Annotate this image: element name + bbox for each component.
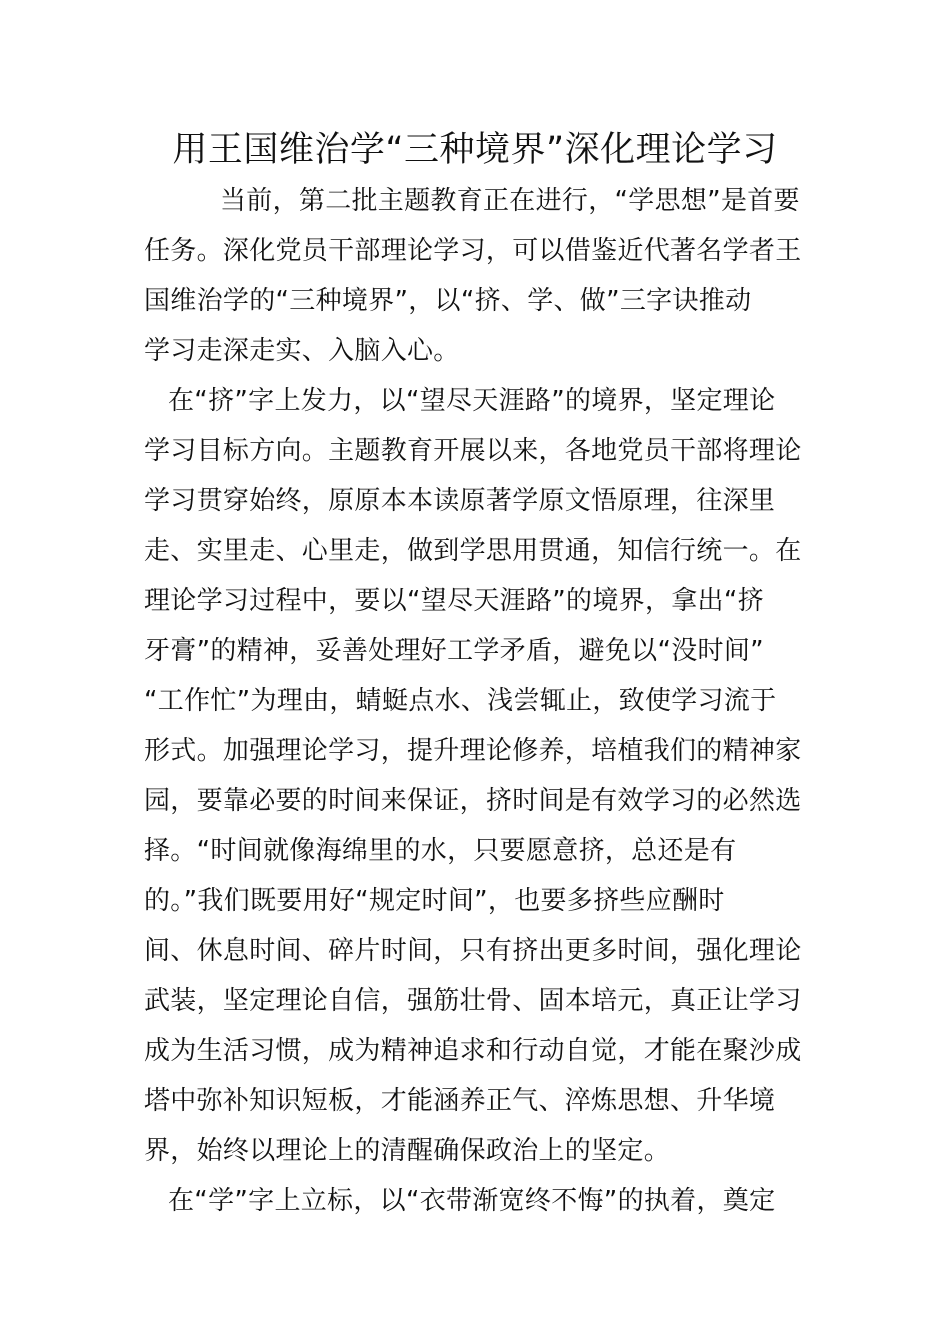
text-line: “工作忙”为理由，蜻蜓点水、浅尝辄止，致使学习流于 [144, 686, 777, 716]
text-line: 武装，坚定理论自信，强筋壮骨、固本培元，真正让学习 [144, 986, 802, 1016]
text-line: 间、休息时间、碎片时间，只有挤出更多时间，强化理论 [144, 936, 802, 966]
text-line: 当前，第二批主题教育正在进行，“学思想”是首要 [220, 186, 800, 216]
text-line: 的。”我们既要用好“规定时间”，也要多挤些应酬时 [144, 886, 725, 916]
text-line: 学习走深走实、入脑入心。 [144, 336, 460, 366]
document-body [144, 176, 810, 1226]
text-line: 国维治学的“三种境界”，以“挤、学、做”三字诀推动 [144, 286, 752, 316]
text-line: 理论学习过程中，要以“望尽天涯路”的境界，拿出“挤 [144, 586, 764, 616]
text-line: 在“挤”字上发力，以“望尽天涯路”的境界，坚定理论 [168, 386, 776, 416]
text-line: 形式。加强理论学习，提升理论修养，培植我们的精神家 [144, 736, 802, 766]
document-title: 用王国维治学“三种境界”深化理论学习 [172, 130, 778, 170]
text-line: 成为生活习惯，成为精神追求和行动自觉，才能在聚沙成 [144, 1036, 802, 1066]
text-line: 学习贯穿始终，原原本本读原著学原文悟原理，往深里 [144, 486, 776, 516]
text-line: 任务。深化党员干部理论学习，可以借鉴近代著名学者王 [144, 236, 802, 266]
text-line: 择。“时间就像海绵里的水，只要愿意挤，总还是有 [144, 836, 737, 866]
text-line: 界，始终以理论上的清醒确保政治上的坚定。 [144, 1136, 671, 1166]
text-line: 牙膏”的精神，妥善处理好工学矛盾，避免以“没时间” [144, 636, 764, 666]
text-line: 学习目标方向。主题教育开展以来，各地党员干部将理论 [144, 436, 802, 466]
text-line: 走、实里走、心里走，做到学思用贯通，知信行统一。在 [144, 536, 802, 566]
text-line: 塔中弥补知识短板，才能涵养正气、淬炼思想、升华境 [144, 1086, 776, 1116]
text-line: 在“学”字上立标，以“衣带渐宽终不悔”的执着，奠定 [168, 1186, 776, 1216]
text-line: 园，要靠必要的时间来保证，挤时间是有效学习的必然选 [144, 786, 802, 816]
